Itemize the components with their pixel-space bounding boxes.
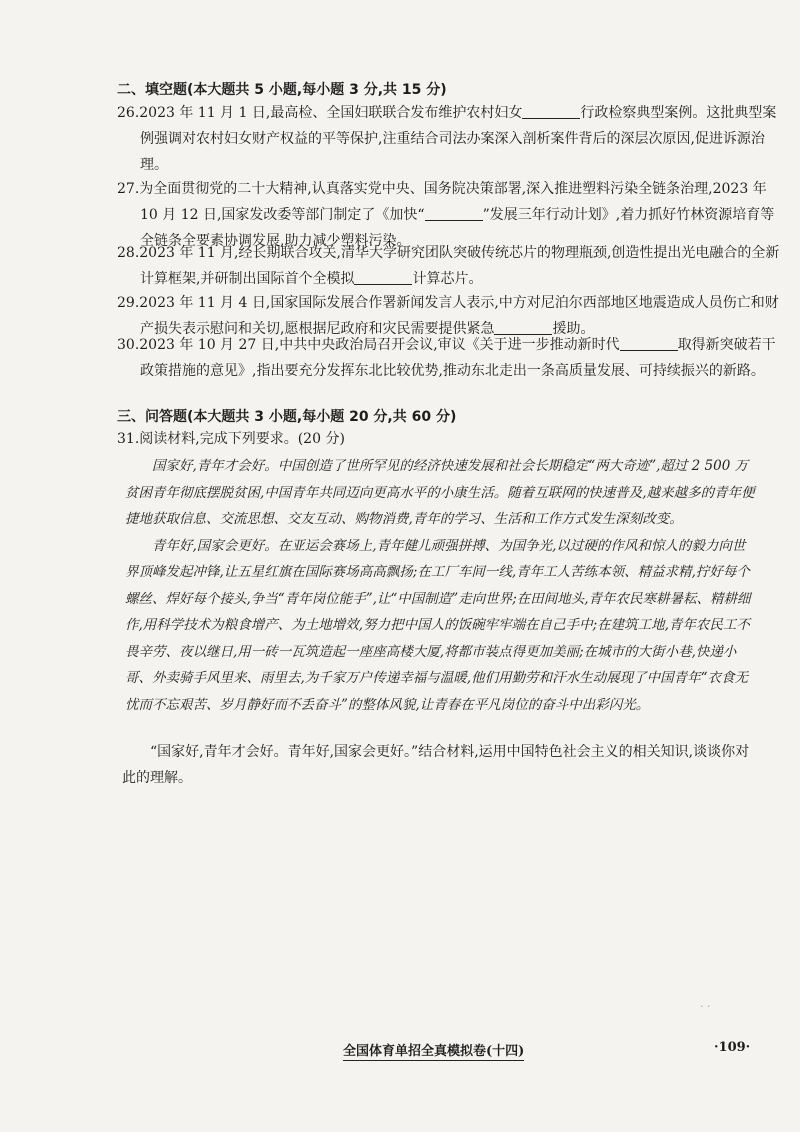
section2-title: 二、填空题(本大题共 5 小题,每小题 3 分,共 15 分) xyxy=(117,82,447,98)
answer-blank[interactable] xyxy=(620,336,678,351)
question-27: 27.为全面贯彻党的二十大精神,认真落实党中央、国务院决策部署,深入推进塑料污染全链条治理,2023 年 10 月 12 日,国家发改委等部门制定了《加快“ ”发展三年行动计划》,着力抓好竹林资源培育等全链条全要素协调发展,助力减少塑料污染。 xyxy=(117,181,775,249)
stray-mark: · · xyxy=(700,1000,711,1013)
question-30: 30.2023 年 10 月 27 日,中共中央政治局召开会议,审议《关于进一步推动新时代 取得新突破若干政策措施的意见》,指出要充分发挥东北比较优势,推动东北走出一条高质量发展、可持续振兴的新路。 xyxy=(117,337,776,379)
question-26: 26.2023 年 11 月 1 日,最高检、全国妇联联合发布维护农村妇女 行政检察典型案例。这批典型案例强调对农村妇女财产权益的平等保护,注重结合司法办案深入剖析案件背后的深层次原因,促进诉源治理。 xyxy=(117,105,777,173)
reading-material xyxy=(125,453,755,718)
page-number: ·109· xyxy=(714,1040,751,1055)
material-paragraph-1: 国家好,青年才会好。中国创造了世所罕见的经济快速发展和社会长期稳定“两大奇迹”,超过 2 500 万贫困青年彻底摆脱贫困,中国青年共同迈向更高水平的小康生活。随着互联网的快速普及,越来越多的青年便捷地获取信息、交流思想、交友互动、购物消费,青年的学习、生活和工作方式发生深刻改变。 xyxy=(125,458,755,527)
question-31-head: 31.阅读材料,完成下列要求。(20 分) xyxy=(117,431,345,447)
answer-blank[interactable] xyxy=(354,270,412,285)
material-paragraph-2: 青年好,国家会更好。在亚运会赛场上,青年健儿顽强拼搏、为国争光,以过硬的作风和惊人的毅力向世界顶峰发起冲锋,让五星红旗在国际赛场高高飘扬;在工厂车间一线,青年工人苦练本领、精益求精,拧好每个螺丝、焊好每个接头,争当“青年岗位能手”,让“中国制造”走向世界;在田间地头,青年农民寒耕暑耘、精耕细作,用科学技术为粮食增产、为土地增效,努力把中国人的饭碗牢牢端在自己手中;在建筑工地,青年农民工不畏辛劳、夜以继日,用一砖一瓦筑造起一座座高楼大厦,将都市装点得更加美丽;在城市的大街小巷,快递小哥、外卖骑手风里来、雨里去,为千家万户传递幸福与温暖,他们用勤劳和汗水生动展现了中国青年“衣食无忧而不忘艰苦、岁月静好而不丢奋斗”的整体风貌,让青春在平凡岗位的奋斗中出彩闪光。 xyxy=(125,537,751,713)
question-31-prompt: “国家好,青年才会好。青年好,国家会更好。”结合材料,运用中国特色社会主义的相关知识,谈谈你对此的理解。 xyxy=(122,744,750,786)
question-29: 29.2023 年 11 月 4 日,国家国际发展合作署新闻发言人表示,中方对尼泊尔西部地区地震造成人员伤亡和财产损失表示慰问和关切,愿根据尼政府和灾民需要提供紧急 援助。 xyxy=(117,295,779,337)
footer-title: 全国体育单招全真模拟卷(十四) xyxy=(343,1040,524,1061)
answer-blank[interactable] xyxy=(425,206,483,221)
question-28: 28.2023 年 11 月,经长期联合攻关,清华大学研究团队突破传统芯片的物理瓶颈,创造性提出光电融合的全新计算框架,并研制出国际首个全模拟 计算芯片。 xyxy=(117,245,780,287)
answer-blank[interactable] xyxy=(522,104,580,119)
section3-title: 三、问答题(本大题共 3 小题,每小题 20 分,共 60 分) xyxy=(117,409,457,425)
